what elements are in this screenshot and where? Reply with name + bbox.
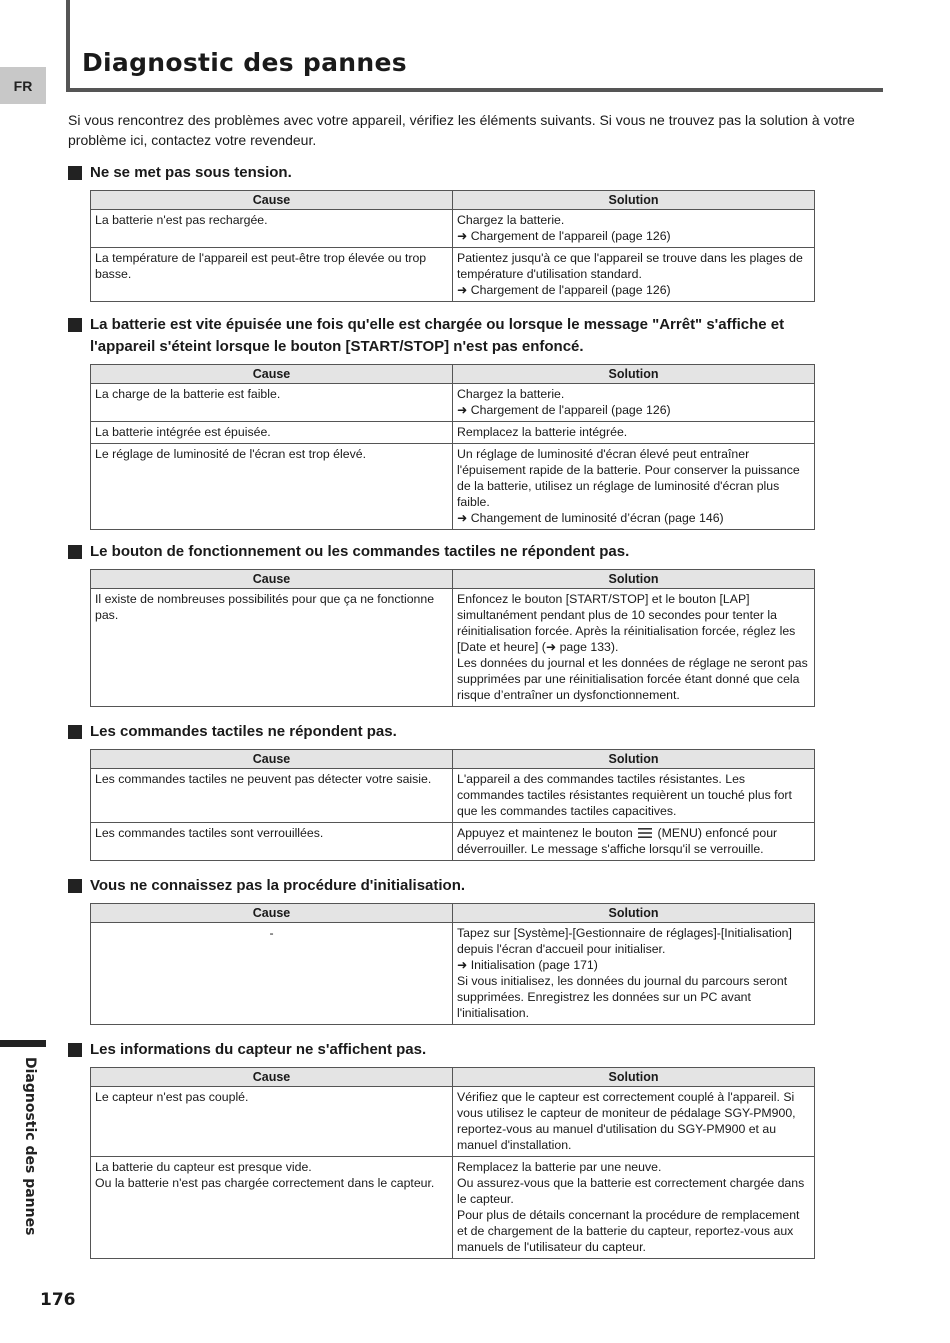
- solution-cell: Chargez la batterie. ➜ Chargement de l'appareil (page 126): [453, 384, 815, 422]
- language-tab: [0, 67, 46, 104]
- cause-cell: -: [91, 923, 453, 1025]
- section-heading: La batterie est vite épuisée une fois qu'elle est chargée ou lorsque le message "Arrêt" s'affiche et l'appareil s'éteint lorsque le bouton [START/STOP] n'est pas enfoncé.: [68, 314, 828, 358]
- table-row: [91, 1157, 815, 1259]
- bullet-square-icon: [68, 545, 82, 559]
- cause-header: Cause: [91, 1068, 453, 1087]
- section-heading: Vous ne connaissez pas la procédure d'initialisation.: [68, 875, 828, 897]
- solution-cell: Appuyez et maintenez le bouton (MENU) enfoncé pour déverrouiller. Le message s'affiche lorsqu'il se verrouille.: [453, 823, 815, 861]
- table-header-row: [91, 570, 815, 589]
- table-row: [91, 923, 815, 1025]
- cause-cell: Le réglage de luminosité de l'écran est trop élevé.: [91, 444, 453, 530]
- solution-cell: Remplacez la batterie intégrée.: [453, 422, 815, 444]
- section-battery-drain: [68, 314, 828, 530]
- table-row: [91, 823, 815, 861]
- header-horizontal-rule: [66, 88, 883, 92]
- troubleshooting-table: [90, 749, 815, 861]
- language-label: FR: [13, 77, 33, 94]
- cause-header: Cause: [91, 365, 453, 384]
- solution-cell: Tapez sur [Système]-[Gestionnaire de réglages]-[Initialisation] depuis l'écran d'accueil pour initialiser. ➜ Initialisation (page 171) Si vous initialisez, les données du journal du parcours seront supprimées. Enregistrez les données sur un PC avant l'initialisation.: [453, 923, 815, 1025]
- bullet-square-icon: [68, 1043, 82, 1057]
- section-heading: Le bouton de fonctionnement ou les commandes tactiles ne répondent pas.: [68, 541, 828, 563]
- section-heading: Ne se met pas sous tension.: [68, 162, 828, 184]
- section-heading: Les informations du capteur ne s'affichent pas.: [68, 1039, 828, 1061]
- page-title: Diagnostic des pannes: [82, 48, 407, 77]
- table-row: [91, 444, 815, 530]
- cause-cell: Le capteur n'est pas couplé.: [91, 1087, 453, 1157]
- solution-cell: Remplacez la batterie par une neuve. Ou assurez-vous que la batterie est correctement chargée dans le capteur. Pour plus de détails concernant la procédure de remplacement et de chargement de la batterie du capteur, reportez-vous aux manuels de l'utilisateur du capteur.: [453, 1157, 815, 1259]
- section-button-unresponsive: [68, 541, 828, 707]
- cause-cell: La batterie intégrée est épuisée.: [91, 422, 453, 444]
- solution-cell: Enfoncez le bouton [START/STOP] et le bouton [LAP] simultanément pendant plus de 10 secondes pour tenter la réinitialisation forcée. Après la réinitialisation forcée, réglez les [Date et heure] (➜ page 133). Les données du journal et les données de réglage ne seront pas supprimées par une réinitialisation forcée étant donné que cela risque d’entraîner un dysfonctionnement.: [453, 589, 815, 707]
- section-heading: Les commandes tactiles ne répondent pas.: [68, 721, 828, 743]
- table-header-row: [91, 904, 815, 923]
- table-row: [91, 248, 815, 302]
- troubleshooting-table: [90, 1067, 815, 1259]
- solution-header: Solution: [453, 570, 815, 589]
- cause-cell: La température de l'appareil est peut-être trop élevée ou trop basse.: [91, 248, 453, 302]
- cause-cell: La batterie n'est pas rechargée.: [91, 210, 453, 248]
- solution-cell: Patientez jusqu'à ce que l'appareil se trouve dans les plages de température d'utilisation standard. ➜ Chargement de l'appareil (page 126): [453, 248, 815, 302]
- table-header-row: [91, 191, 815, 210]
- troubleshooting-table: [90, 364, 815, 530]
- bullet-square-icon: [68, 166, 82, 180]
- section-initialization: [68, 875, 828, 1025]
- section-sensor-info: [68, 1039, 828, 1259]
- menu-icon: [638, 828, 652, 838]
- cause-header: Cause: [91, 570, 453, 589]
- table-header-row: [91, 750, 815, 769]
- solution-cell: Vérifiez que le capteur est correctement couplé à l'appareil. Si vous utilisez le capteur de moniteur de pédalage SGY-PM900, reportez-vous au manuel d'utilisation du SGY-PM900 et au manuel d'installation.: [453, 1087, 815, 1157]
- table-row: [91, 1087, 815, 1157]
- table-row: [91, 384, 815, 422]
- solution-cell: Chargez la batterie. ➜ Chargement de l'appareil (page 126): [453, 210, 815, 248]
- header-vertical-rule: [66, 0, 70, 92]
- table-row: [91, 422, 815, 444]
- section-touch-unresponsive: [68, 721, 828, 861]
- cause-header: Cause: [91, 191, 453, 210]
- table-header-row: [91, 365, 815, 384]
- table-header-row: [91, 1068, 815, 1087]
- bullet-square-icon: [68, 318, 82, 332]
- table-row: [91, 769, 815, 823]
- solution-cell: Un réglage de luminosité d'écran élevé peut entraîner l'épuisement rapide de la batterie. Pour conserver la puissance de la batterie, utilisez un réglage de luminosité d'écran plus faible. ➜ Changement de luminosité d’écran (page 146): [453, 444, 815, 530]
- cause-cell: La batterie du capteur est presque vide. Ou la batterie n'est pas chargée correctement dans le capteur.: [91, 1157, 453, 1259]
- troubleshooting-table: [90, 190, 815, 302]
- table-row: [91, 210, 815, 248]
- cause-cell: La charge de la batterie est faible.: [91, 384, 453, 422]
- side-section-label: Diagnostic des pannes: [22, 1057, 38, 1236]
- bullet-square-icon: [68, 879, 82, 893]
- table-row: [91, 589, 815, 707]
- solution-cell: L'appareil a des commandes tactiles résistantes. Les commandes tactiles résistantes requièrent un touché plus fort que les commandes tactiles capacitives.: [453, 769, 815, 823]
- cause-cell: Les commandes tactiles ne peuvent pas détecter votre saisie.: [91, 769, 453, 823]
- intro-text: Si vous rencontrez des problèmes avec votre appareil, vérifiez les éléments suivants. Si vous ne trouvez pas la solution à votre problème ici, contactez votre revendeur.: [68, 112, 855, 148]
- solution-header: Solution: [453, 191, 815, 210]
- troubleshooting-table: [90, 903, 815, 1025]
- cause-cell: Il existe de nombreuses possibilités pour que ça ne fonctionne pas.: [91, 589, 453, 707]
- solution-header: Solution: [453, 365, 815, 384]
- page-number: 176: [40, 1290, 76, 1310]
- cause-header: Cause: [91, 904, 453, 923]
- troubleshooting-table: [90, 569, 815, 707]
- solution-header: Solution: [453, 750, 815, 769]
- section-no-power: [68, 162, 828, 302]
- cause-cell: Les commandes tactiles sont verrouillées.: [91, 823, 453, 861]
- cause-header: Cause: [91, 750, 453, 769]
- solution-header: Solution: [453, 904, 815, 923]
- solution-header: Solution: [453, 1068, 815, 1087]
- bullet-square-icon: [68, 725, 82, 739]
